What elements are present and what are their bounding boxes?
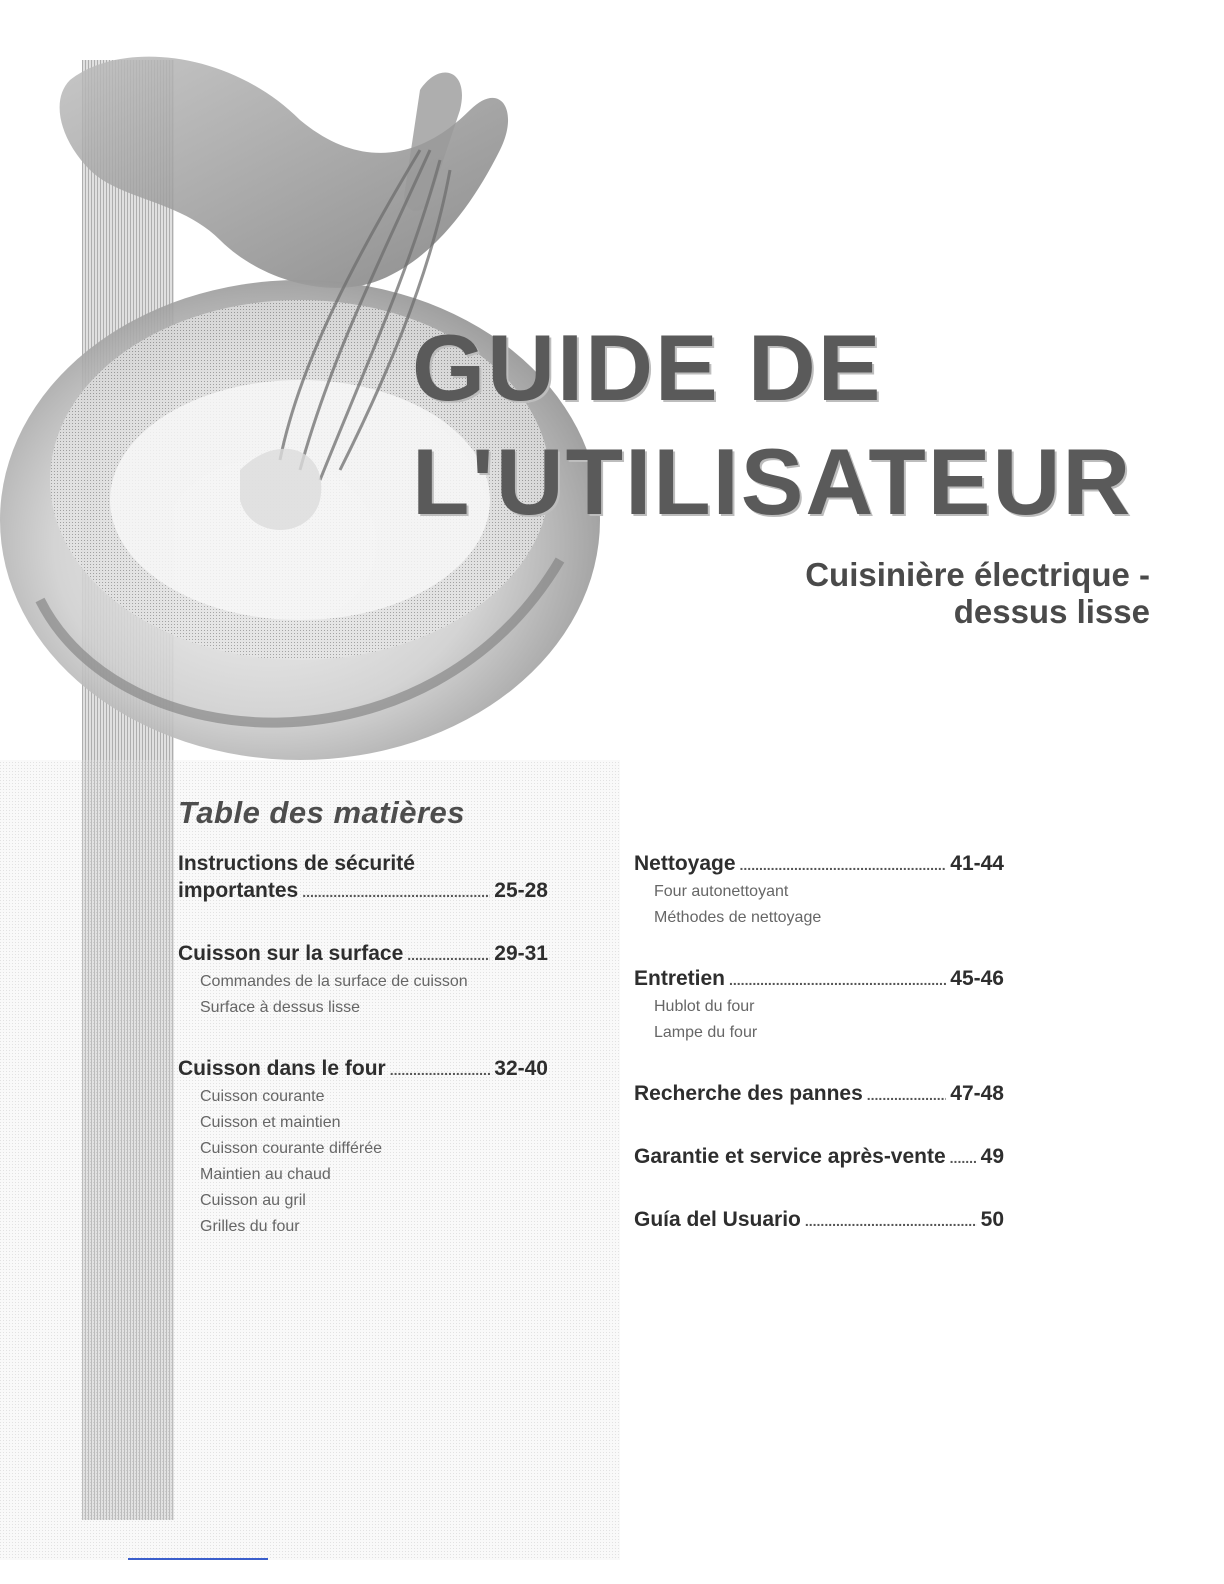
toc-entry-cleaning bbox=[634, 850, 1004, 931]
leader-dots bbox=[867, 1082, 947, 1109]
footer-rule bbox=[128, 1558, 268, 1560]
product-subtitle bbox=[630, 556, 1150, 630]
leader-dots bbox=[805, 1208, 977, 1235]
toc-subitem: Maintien au chaud bbox=[200, 1166, 331, 1183]
toc-entry-title-line1: Instructions de sécurité bbox=[178, 852, 415, 875]
toc-entry-maintenance bbox=[634, 965, 1004, 1046]
toc-subitem: Méthodes de nettoyage bbox=[654, 909, 822, 926]
toc-subitem: Cuisson courante différée bbox=[200, 1140, 383, 1157]
subtitle-line2: dessus lisse bbox=[953, 593, 1150, 630]
toc-entry-title: Cuisson sur la surface bbox=[178, 942, 404, 965]
leader-dots bbox=[950, 1145, 977, 1172]
toc-entry-surface bbox=[178, 940, 548, 1021]
toc-entry-oven bbox=[178, 1055, 548, 1240]
toc-entry-title: Guía del Usuario bbox=[634, 1208, 801, 1231]
toc-entry-pages: 47-48 bbox=[950, 1082, 1004, 1105]
toc-entry-title: Entretien bbox=[634, 967, 726, 990]
toc-entry-title: Recherche des pannes bbox=[634, 1082, 863, 1105]
toc-entry-spanish-guide bbox=[634, 1206, 1004, 1235]
toc-entry-pages: 50 bbox=[980, 1208, 1004, 1231]
toc-subitem: Surface à dessus lisse bbox=[200, 999, 361, 1016]
toc-entry-pages: 45-46 bbox=[950, 967, 1004, 990]
toc-subitem: Commandes de la surface de cuisson bbox=[200, 973, 468, 990]
toc-entry-title: Garantie et service après-vente bbox=[634, 1145, 946, 1168]
toc-entry-pages: 41-44 bbox=[950, 852, 1004, 875]
toc-heading: Table des matières bbox=[178, 795, 465, 830]
toc-entry-title: importantes bbox=[178, 879, 299, 902]
leader-dots bbox=[740, 852, 947, 879]
whisk-bowl-photo-icon bbox=[0, 0, 620, 1560]
toc-subitem: Grilles du four bbox=[200, 1218, 300, 1235]
leader-dots bbox=[407, 942, 490, 969]
toc-entry-warranty bbox=[634, 1143, 1004, 1172]
toc-right-column bbox=[634, 850, 1004, 1249]
toc-subitem: Lampe du four bbox=[654, 1024, 758, 1041]
toc-entry-pages: 29-31 bbox=[494, 942, 548, 965]
leader-dots bbox=[390, 1057, 491, 1084]
toc-subitem: Four autonettoyant bbox=[654, 883, 789, 900]
toc-entry-title: Cuisson dans le four bbox=[178, 1057, 386, 1080]
guide-title-line2: L'UTILISATEUR bbox=[412, 429, 1133, 534]
toc-subitem: Cuisson et maintien bbox=[200, 1114, 341, 1131]
subtitle-line1: Cuisinière électrique - bbox=[805, 556, 1150, 593]
guide-title-line1: GUIDE DE bbox=[412, 315, 883, 420]
toc-subitem: Cuisson au gril bbox=[200, 1192, 306, 1209]
toc-entry-safety bbox=[178, 850, 548, 906]
toc-entry-pages: 25-28 bbox=[494, 879, 548, 902]
toc-entry-title: Nettoyage bbox=[634, 852, 736, 875]
toc-entry-pages: 32-40 bbox=[494, 1057, 548, 1080]
leader-dots bbox=[302, 879, 490, 906]
toc-entry-pages: 49 bbox=[980, 1145, 1004, 1168]
toc-entry-troubleshooting bbox=[634, 1080, 1004, 1109]
toc-left-column bbox=[178, 850, 548, 1254]
toc-subitem: Hublot du four bbox=[654, 998, 755, 1015]
toc-subitem: Cuisson courante bbox=[200, 1088, 325, 1105]
leader-dots bbox=[729, 967, 946, 994]
